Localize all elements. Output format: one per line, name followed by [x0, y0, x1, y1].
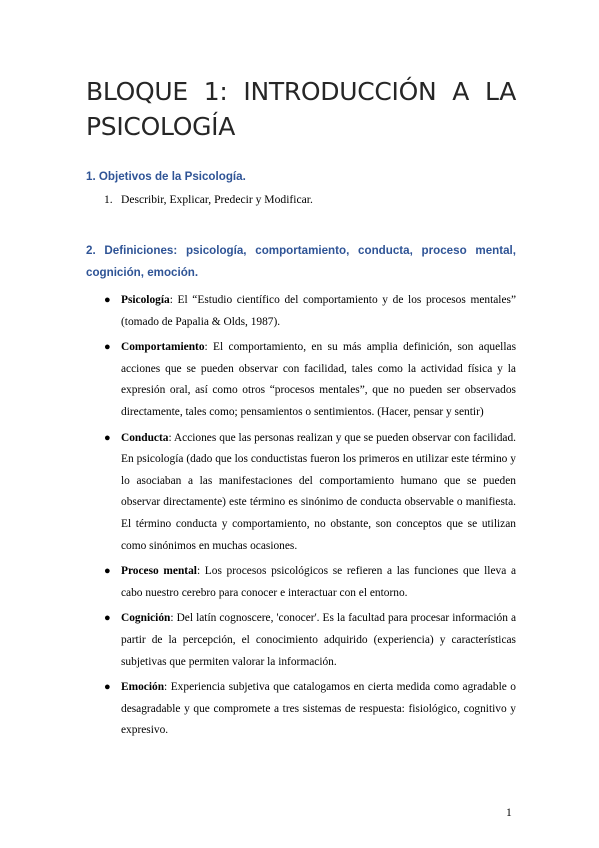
bullet-icon: ●: [104, 565, 111, 578]
definition-term: Cognición: [121, 612, 171, 625]
definition-item-comportamiento: [104, 337, 516, 423]
definition-item-proceso-mental: [104, 561, 516, 604]
document-title: [86, 74, 516, 144]
definition-term: Psicología: [121, 294, 170, 306]
definition-text: : Del latín cognoscere, 'conocer'. Es la facultad para procesar información a partir de la percepción, el conocimiento adquirido (experiencia) y características subjetivas que permiten valorar la información.: [121, 612, 516, 668]
page-number: 1: [506, 806, 512, 819]
title-line-2: PSICOLOGÍA: [86, 112, 236, 141]
definition-term: Conducta: [121, 431, 169, 444]
numbered-item-objectives: [104, 190, 313, 210]
bullet-icon: ●: [104, 341, 111, 354]
definition-term: Comportamiento: [121, 341, 205, 354]
bullet-icon: ●: [104, 681, 111, 694]
definition-term: Emoción: [121, 681, 165, 694]
list-item-text: Describir, Explicar, Predecir y Modificar.: [121, 193, 313, 206]
title-line-1: BLOQUE 1: INTRODUCCIÓN A LA: [86, 77, 516, 106]
definition-item-emocion: [104, 677, 516, 742]
definition-text: : Experiencia subjetiva que catalogamos en cierta medida como agradable o desagradable y que compromete a tres sistemas de respuesta: fisiológico, cognitivo y expresivo.: [121, 681, 516, 737]
list-number: 1.: [104, 193, 113, 206]
section-heading-objectives: 1. Objetivos de la Psicología.: [86, 170, 246, 183]
section-heading-definitions: [86, 240, 516, 284]
definition-item-psicologia: [104, 290, 516, 333]
definitions-list: [104, 290, 516, 746]
heading-line-1: 2. Definiciones: psicología, comportamiento, conducta, proceso mental,: [86, 244, 516, 257]
definition-term: Proceso mental: [121, 565, 197, 578]
bullet-icon: ●: [104, 612, 111, 625]
bullet-icon: ●: [104, 294, 111, 306]
definition-text: : El “Estudio científico del comportamiento y de los procesos mentales” (tomado de Papalia & Olds, 1987).: [121, 294, 516, 328]
definition-item-cognicion: [104, 608, 516, 673]
definition-text: : Acciones que las personas realizan y que se pueden observar con facilidad. En psicología (dado que los conductistas fueron los primeros en utilizar este término y lo asociaban a las manifestaciones del comportamiento humano que se pueden observar directamente) este término es sinónimo de conducta observable o manifiesta. El término conducta y comportamiento, no obstante, son conceptos que se utilizan como sinónimos en muchas ocasiones.: [121, 431, 516, 552]
definition-text: : El comportamiento, en su más amplia definición, son aquellas acciones que se pueden observar con facilidad, tales como la actividad física y la expresión oral, así como otros “procesos mentales”, que no pueden ser observados directamente, tales como; pensamientos o sentimientos. (Hacer, pensar y sentir): [121, 341, 516, 418]
definition-text: : Los procesos psicológicos se refieren a las funciones que lleva a cabo nuestro cerebro para conocer e interactuar con el entorno.: [121, 565, 516, 599]
bullet-icon: ●: [104, 431, 111, 444]
definition-item-conducta: [104, 428, 516, 558]
heading-line-2: cognición, emoción.: [86, 266, 199, 279]
